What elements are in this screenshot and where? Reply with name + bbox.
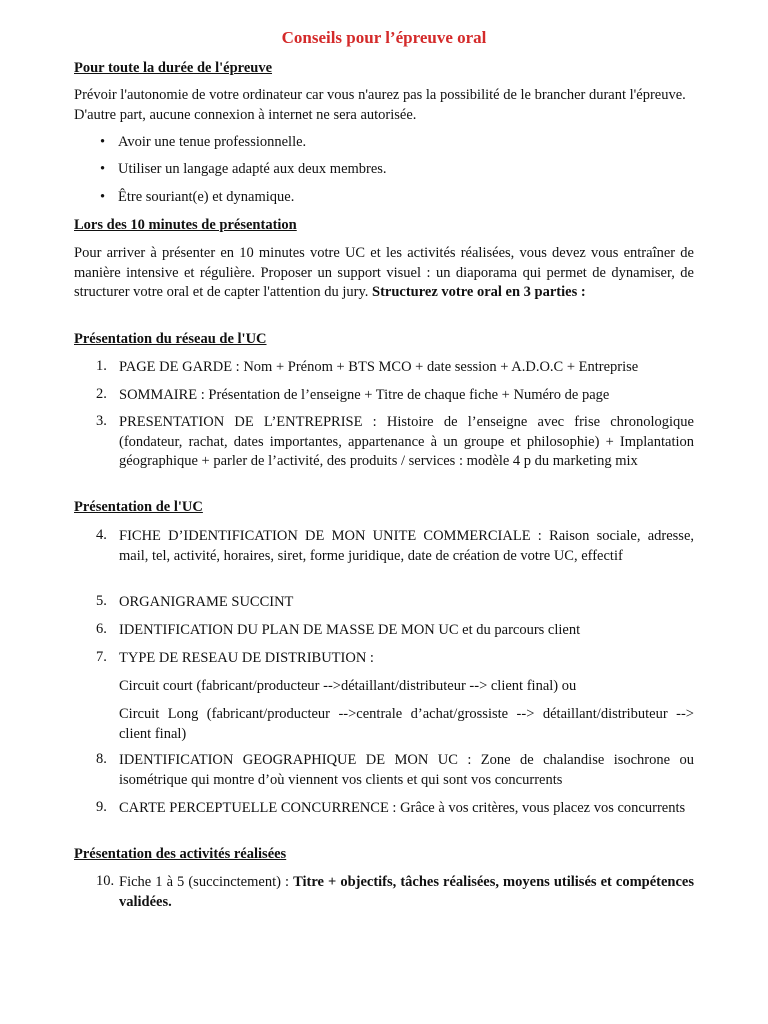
list-item-number: 5. <box>96 593 107 609</box>
paragraph-text: Pour arriver à présenter en 10 minutes votre UC et les activités réalisées, vous devez vous entraîner de manière intensive et régulière. Proposer un support visuel : un diaporama qui permet de dynamiser, de structurer votre oral et de capter l'attention du jury. <box>74 245 694 300</box>
bullet-text: Être souriant(e) et dynamique. <box>118 189 295 205</box>
list-item-text: SOMMAIRE : Présentation de l’enseigne + Titre de chaque fiche + Numéro de page <box>119 387 610 403</box>
bullet-icon: • <box>100 161 106 177</box>
section-heading-uc: Présentation de l'UC <box>74 499 203 515</box>
list-item-text <box>119 873 694 912</box>
list-item-number: 6. <box>96 621 107 637</box>
list-item-number: 2. <box>96 386 107 402</box>
bullet-icon: • <box>100 189 106 205</box>
section-heading-presentation: Lors des 10 minutes de présentation <box>74 217 297 233</box>
list-item-bold-text: Titre + objectifs, tâches réalisées, moyens utilisés et compétences validées. <box>119 874 694 910</box>
list-item-text: IDENTIFICATION DU PLAN DE MASSE DE MON UC et du parcours client <box>119 622 581 638</box>
page-title: Conseils pour l’épreuve oral <box>281 28 487 47</box>
list-item-text: PRESENTATION DE L’ENTREPRISE : Histoire de l’enseigne avec frise chronologique (fondateur, rachat, dates importantes, appartenance à un groupe et philosophie) + Implantation géographique + parler de l’activité, des produits / services : modèle 4 p du marketing mix <box>119 414 694 469</box>
list-item-text: CARTE PERCEPTUELLE CONCURRENCE : Grâce à vos critères, vous placez vos concurrents <box>119 800 686 816</box>
section-heading-activites: Présentation des activités réalisées <box>74 846 287 862</box>
list-item-plain-text: Fiche 1 à 5 (succinctement) : <box>119 874 294 890</box>
list-item-text: TYPE DE RESEAU DE DISTRIBUTION : <box>119 650 374 666</box>
section-heading-duree: Pour toute la durée de l'épreuve <box>74 60 273 76</box>
list-item-number: 1. <box>96 358 107 374</box>
list-item-number: 10. <box>96 873 115 889</box>
bullet-icon: • <box>100 134 106 150</box>
list-item-number: 8. <box>96 751 107 767</box>
bullet-item <box>100 189 294 206</box>
list-item-text: ORGANIGRAME SUCCINT <box>119 594 294 610</box>
list-item-number: 7. <box>96 649 107 665</box>
list-item-number: 9. <box>96 799 107 815</box>
bullet-text: Utiliser un langage adapté aux deux membres. <box>118 161 387 177</box>
section-heading-reseau: Présentation du réseau de l'UC <box>74 331 267 347</box>
bullet-item <box>100 134 306 151</box>
circuit-long-text: Circuit Long (fabricant/producteur -->centrale d’achat/grossiste --> détaillant/distributeur --> client final) <box>119 706 694 742</box>
list-item-number: 3. <box>96 413 107 429</box>
paragraph-presentation <box>74 244 694 303</box>
list-item-text: FICHE D’IDENTIFICATION DE MON UNITE COMMERCIALE : Raison sociale, adresse, mail, tel, activité, horaires, siret, forme juridique, date de création de votre UC, effectif <box>119 528 694 564</box>
list-item-number: 4. <box>96 527 107 543</box>
circuit-court-text: Circuit court (fabricant/producteur -->détaillant/distributeur --> client final) ou <box>119 678 577 694</box>
bullet-item <box>100 161 387 178</box>
list-item-text: IDENTIFICATION GEOGRAPHIQUE DE MON UC : Zone de chalandise isochrone ou isométrique qui montre d’où viennent vos clients et qui sont vos concurrents <box>119 752 694 788</box>
paragraph-bold-text: Structurez votre oral en 3 parties : <box>372 284 586 300</box>
bullet-text: Avoir une tenue professionnelle. <box>118 134 307 150</box>
paragraph-autonomie: Prévoir l'autonomie de votre ordinateur car vous n'aurez pas la possibilité de le brancher durant l'épreuve. D'autre part, aucune connexion à internet ne sera autorisée. <box>74 87 686 123</box>
list-item-text: PAGE DE GARDE : Nom + Prénom + BTS MCO + date session + A.D.O.C + Entreprise <box>119 359 639 375</box>
